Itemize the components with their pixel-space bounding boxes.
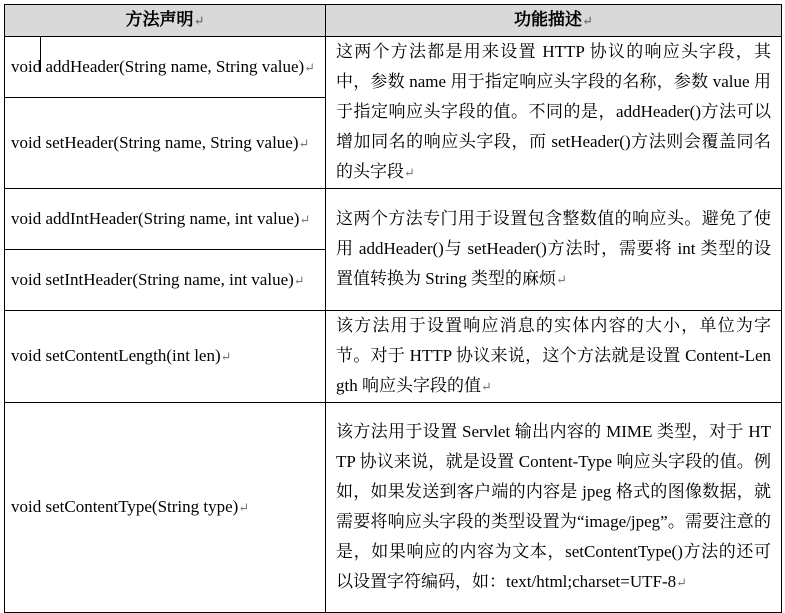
header-method-declaration: 方法声明↵ bbox=[5, 5, 326, 37]
method-table bbox=[4, 4, 782, 613]
header-function-description: 功能描述↵ bbox=[326, 5, 782, 37]
method-cell: void setIntHeader(String name, int value)↵ bbox=[5, 250, 326, 311]
method-cell: void setHeader(String name, String value)↵ bbox=[5, 98, 326, 189]
description-cell: 这两个方法专门用于设置包含整数值的响应头。避免了使用 addHeader()与 setHeader()方法时，需要将 int 类型的设置值转换为 String 类型的麻烦↵ bbox=[326, 189, 782, 311]
table-row bbox=[5, 403, 782, 613]
method-cell: void setContentType(String type)↵ bbox=[5, 403, 326, 613]
method-cell: void addHeader(String name, String value)↵ bbox=[5, 37, 326, 98]
method-cell: void setContentLength(int len)↵ bbox=[5, 311, 326, 403]
table-row bbox=[5, 311, 782, 403]
description-cell: 该方法用于设置响应消息的实体内容的大小，单位为字节。对于 HTTP 协议来说，这个方法就是设置 Content-Length 响应头字段的值↵ bbox=[326, 311, 782, 403]
table-header-row bbox=[5, 5, 782, 37]
description-cell: 这两个方法都是用来设置 HTTP 协议的响应头字段，其中，参数 name 用于指定响应头字段的名称，参数 value 用于指定响应头字段的值。不同的是，addHeader()方法可以增加同名的响应头字段，而 setHeader()方法则会覆盖同名的头字段↵ bbox=[326, 37, 782, 189]
method-cell: void addIntHeader(String name, int value)↵ bbox=[5, 189, 326, 250]
table-row bbox=[5, 37, 782, 98]
description-cell: 该方法用于设置 Servlet 输出内容的 MIME 类型，对于 HTTP 协议来说，就是设置 Content-Type 响应头字段的值。例如，如果发送到客户端的内容是 jpeg 格式的图像数据，就需要将响应头字段的类型设置为“image/jpeg”。需要注意的是，如果响应的内容为文本，setContentType()方法的还可以设置字符编码，如：text/html;charset=UTF-8↵ bbox=[326, 403, 782, 613]
table-row bbox=[5, 189, 782, 250]
